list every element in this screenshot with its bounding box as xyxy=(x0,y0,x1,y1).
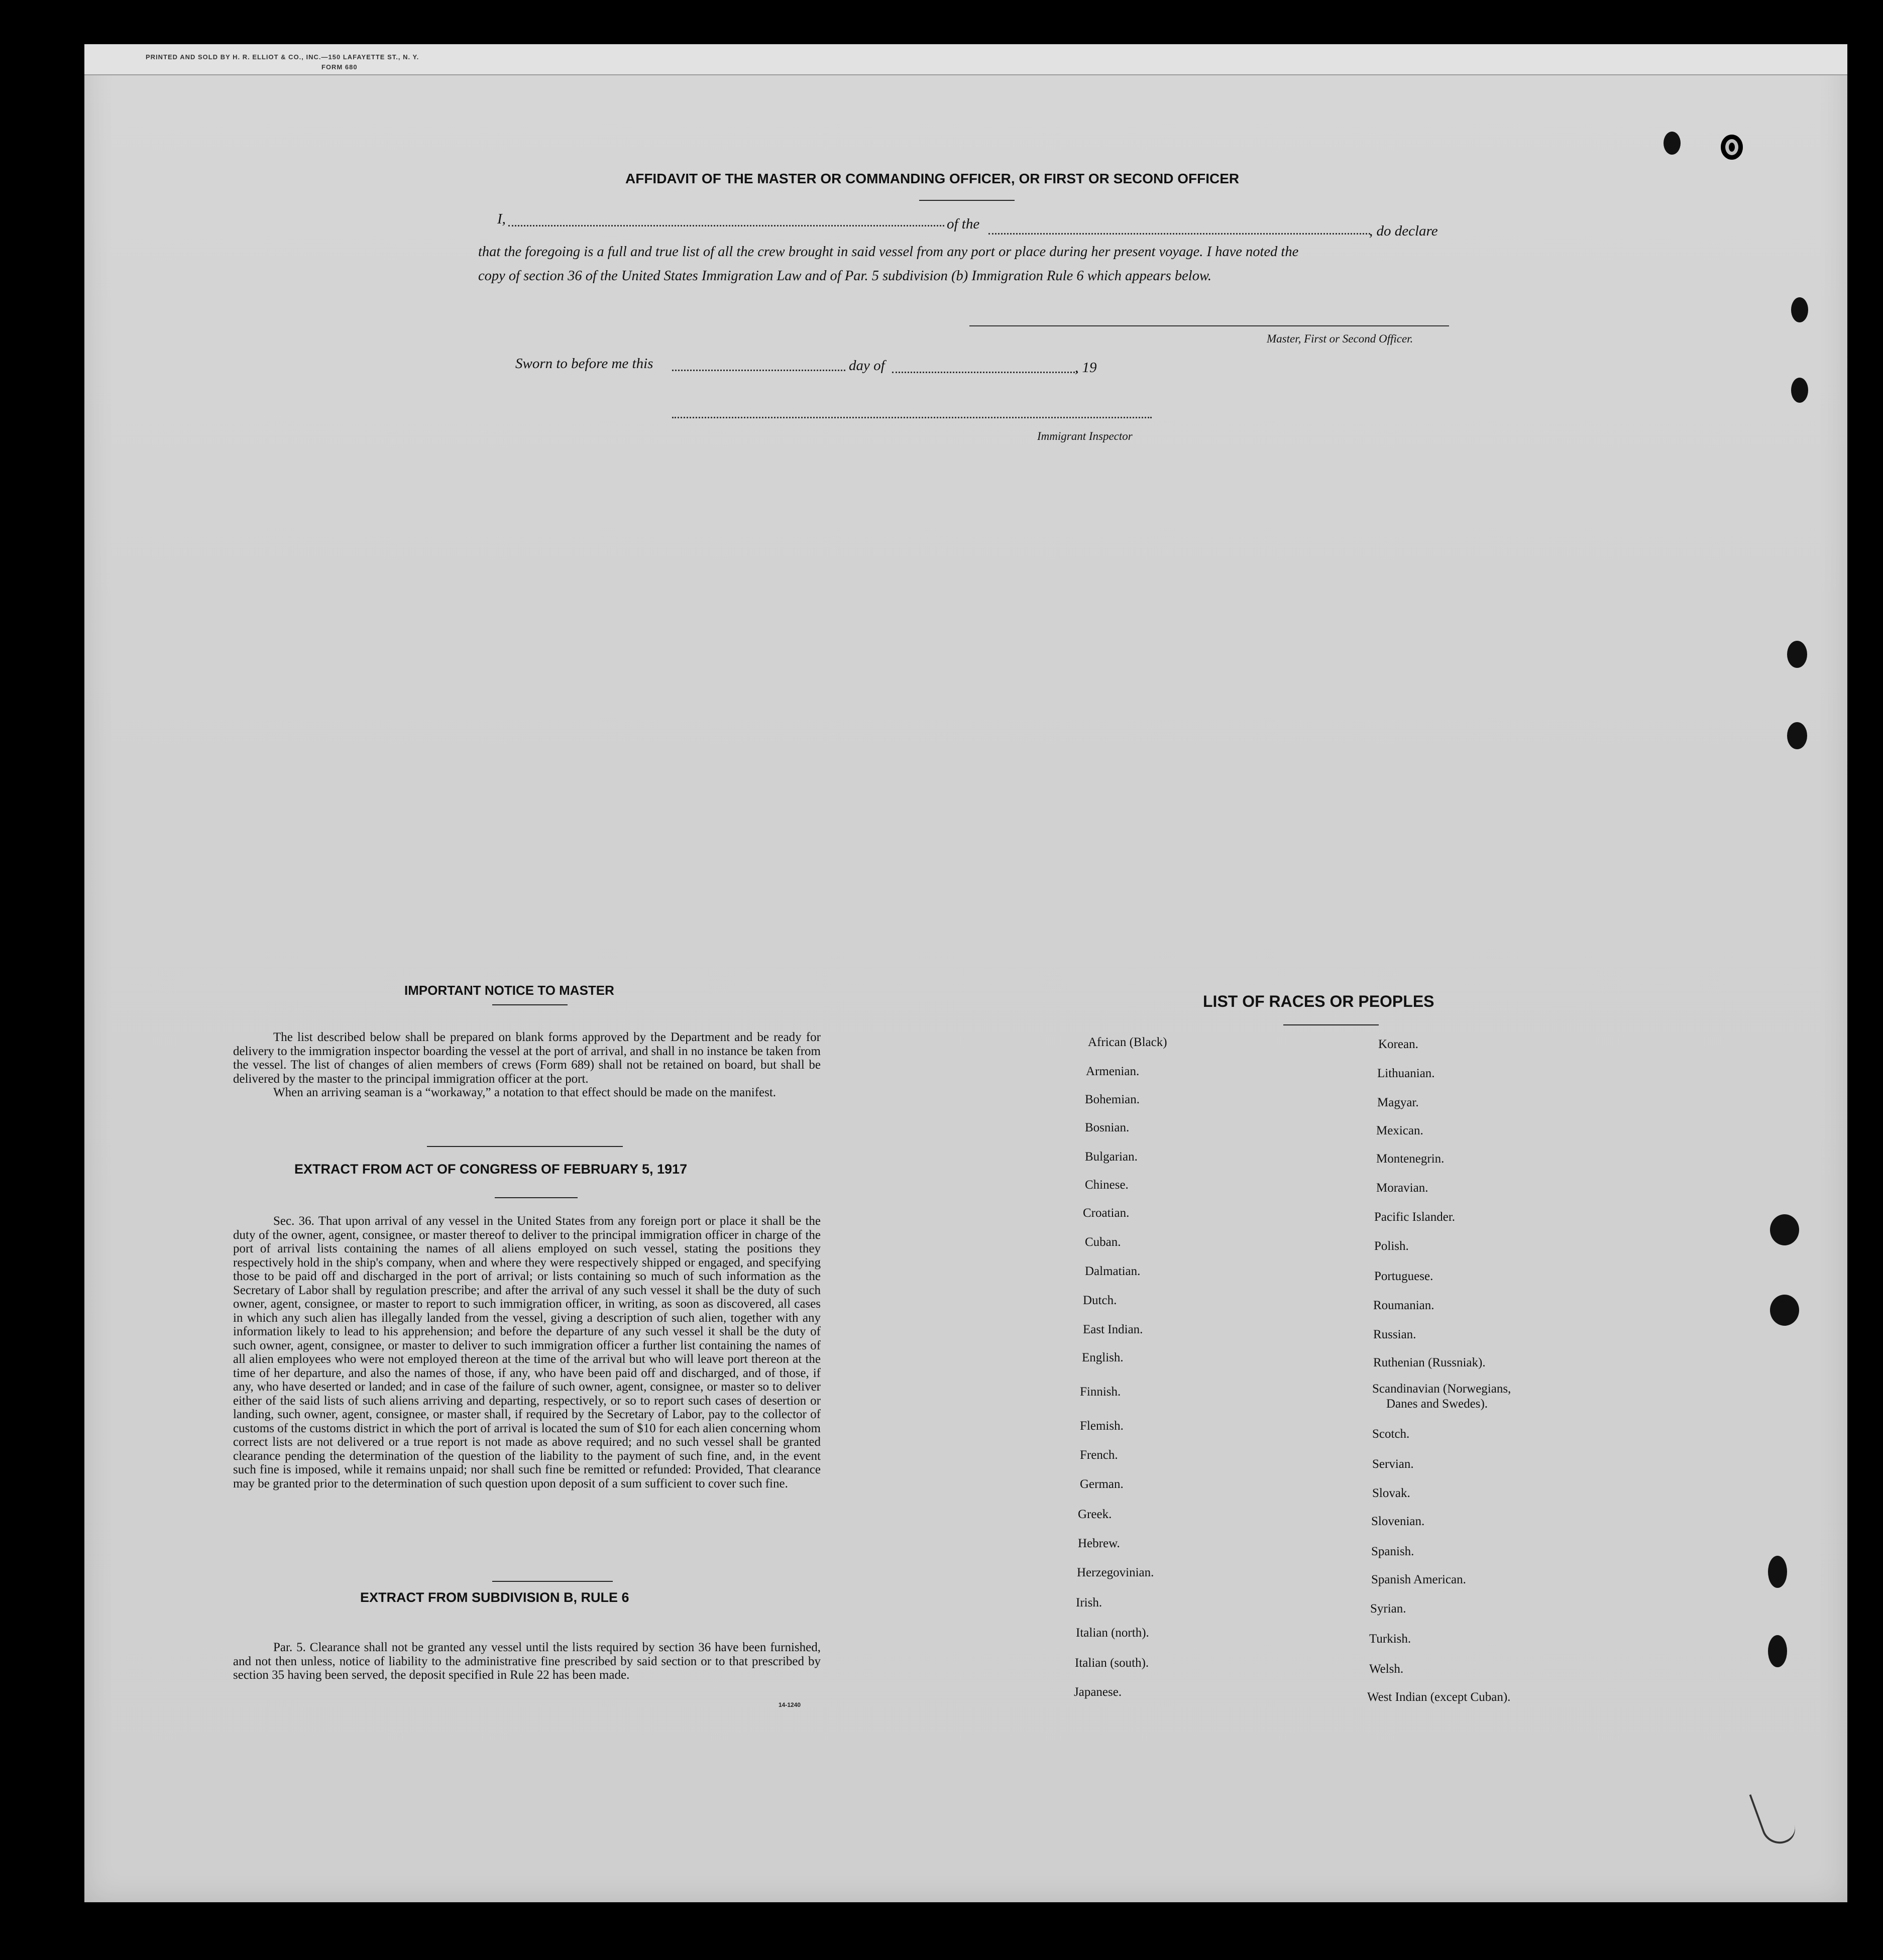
inspector-caption: Immigrant Inspector xyxy=(1037,430,1133,442)
race-entry: French. xyxy=(1080,1448,1118,1462)
punch-hole xyxy=(1791,378,1808,403)
month-blank xyxy=(892,372,1078,373)
race-entry: Spanish. xyxy=(1371,1545,1414,1558)
race-entry: Japanese. xyxy=(1074,1685,1122,1699)
race-entry: Italian (south). xyxy=(1075,1656,1149,1670)
form-number: FORM 680 xyxy=(321,63,358,71)
officer-caption: Master, First or Second Officer. xyxy=(1267,332,1413,345)
race-entry: English. xyxy=(1082,1351,1124,1364)
race-entry: Spanish American. xyxy=(1371,1573,1466,1586)
race-entry: Ruthenian (Russniak). xyxy=(1373,1356,1486,1369)
race-entry: Korean. xyxy=(1378,1037,1418,1051)
printer-imprint xyxy=(146,52,419,72)
race-entry: Finnish. xyxy=(1080,1385,1121,1399)
race-entry: Mexican. xyxy=(1376,1124,1423,1137)
race-entry: Magyar. xyxy=(1377,1096,1419,1109)
race-entry: Pacific Islander. xyxy=(1374,1210,1456,1224)
section-divider xyxy=(427,1146,623,1147)
race-entry: Roumanian. xyxy=(1373,1299,1434,1312)
race-entry: Lithuanian. xyxy=(1377,1067,1435,1080)
notice-paragraph-2: When an arriving seaman is a “workaway,” a notation to that effect should be made on the manifest. xyxy=(273,1086,777,1099)
act-text xyxy=(233,1214,821,1490)
race-entry: Servian. xyxy=(1372,1457,1414,1471)
race-entry: Dutch. xyxy=(1083,1294,1117,1307)
race-entry: Turkish. xyxy=(1369,1632,1411,1646)
form-code: 14-1240 xyxy=(779,1701,801,1708)
notice-title: IMPORTANT NOTICE TO MASTER xyxy=(404,983,614,998)
name-blank xyxy=(508,225,944,226)
race-entry: Bohemian. xyxy=(1085,1093,1140,1106)
affidavit-line-2: that the foregoing is a full and true list of all the crew brought in said vessel from any port or place during her present voyage. I have noted the xyxy=(478,244,1299,260)
race-entry: Moravian. xyxy=(1376,1181,1428,1195)
day-of-label: day of xyxy=(849,358,885,374)
punch-hole xyxy=(1664,132,1681,155)
race-entry: Welsh. xyxy=(1369,1662,1404,1676)
sworn-day-blank xyxy=(672,370,845,371)
race-entry: Scotch. xyxy=(1372,1427,1410,1441)
race-entry: Bulgarian. xyxy=(1085,1150,1138,1164)
race-entry: Dalmatian. xyxy=(1085,1264,1141,1278)
notice-rule xyxy=(492,1004,568,1005)
race-entry: Irish. xyxy=(1076,1596,1102,1609)
inspector-signature-line xyxy=(672,417,1152,418)
race-entry: Polish. xyxy=(1374,1239,1409,1253)
race-entry: Danes and Swedes). xyxy=(1386,1397,1488,1411)
race-entry: Syrian. xyxy=(1370,1602,1406,1616)
race-entry: Chinese. xyxy=(1085,1178,1129,1192)
affidavit-title: AFFIDAVIT OF THE MASTER OR COMMANDING OFFICER, OR FIRST OR SECOND OFFICER xyxy=(625,171,1240,186)
punch-hole xyxy=(1770,1295,1799,1326)
race-entry: African (Black) xyxy=(1088,1035,1167,1049)
race-entry: Hebrew. xyxy=(1078,1537,1120,1550)
punch-hole xyxy=(1787,722,1807,749)
race-entry: Portuguese. xyxy=(1374,1270,1433,1283)
race-entry: Herzegovinian. xyxy=(1077,1566,1154,1579)
race-entry: East Indian. xyxy=(1083,1323,1143,1336)
act-section-36: Sec. 36. That upon arrival of any vessel in the United States from any foreign port or place it shall be the duty of the owner, agent, consignee, or master thereof to deliver to the principal immigration officer in charge of the port of arrival lists containing the names of all aliens employed on such vessel, stating the positions they respectively hold in the ship's company, when and where they were respectively shipped or engaged, and specifying those to be paid off and discharged in the port of arrival; or lists containing so much of such information as the Secretary of Labor shall by regulation prescribe; and after the arrival of any such vessel it shall be the duty of such owner, agent, consignee, or master to report to such immigration officer, in writing, as soon as discovered, all cases in which any such alien has illegally landed from the vessel, giving a description of such alien, together with any information likely to lead to his apprehension; and before the departure of any such vessel it shall be the duty of such owner, agent, consignee, or master to deliver to such immigration officer a further list containing the names of all alien employees who were not employed thereon at the time of the arrival but who will leave port thereon at the time of her departure, and also the names of those, if any, who have been paid off and discharged, and of those, if any, who have deserted or landed; and in case of the failure of such owner, agent, consignee, or master so to deliver either of the said lists of such aliens arriving and departing, respectively, or so to report such cases of desertion or landing, such owner, agent, consignee, or master shall, if required by the Secretary of Labor, pay to the collector of customs of the customs district in which the port of arrival is located the sum of $10 for each alien concerning whom correct lists are not delivered or a true report is not made as above required; and no such vessel shall be granted clearance pending the determination of the question of the liability to the payment of such fine, and, in the event such fine is imposed, while it remains unpaid; nor shall such fine be remitted or refunded: Provided, That clearance may be granted prior to the determination of such question upon deposit of a sum sufficient to cover such fine. xyxy=(233,1214,821,1490)
race-entry: Slovenian. xyxy=(1371,1515,1425,1528)
punch-hole xyxy=(1770,1214,1799,1245)
race-entry: Scandinavian (Norwegians, xyxy=(1372,1382,1511,1396)
affidavit-i: I, xyxy=(497,211,506,227)
races-rule xyxy=(1283,1024,1379,1025)
printer-line: PRINTED AND SOLD BY H. R. ELLIOT & CO., INC.—150 LAFAYETTE ST., N. Y. xyxy=(146,53,419,61)
rule-text xyxy=(233,1641,821,1682)
title-rule xyxy=(919,200,1015,201)
race-entry: Russian. xyxy=(1373,1328,1416,1341)
notice-paragraph-1: The list described below shall be prepared on blank forms approved by the Department and be ready for delivery to the immigration inspector boarding the vessel at the port of arrival, and shall in no instance be taken from the vessel. The list of changes of alien members of crews (Form 689) shall not be retained on board, but shall be delivered by the master to the principal immigration officer at the port. xyxy=(233,1030,821,1086)
sworn-label: Sworn to before me this xyxy=(515,356,653,372)
race-entry: West Indian (except Cuban). xyxy=(1367,1690,1511,1704)
year-label: , 19 xyxy=(1075,360,1097,376)
officer-signature-line xyxy=(969,325,1449,326)
race-entry: Italian (north). xyxy=(1076,1626,1149,1640)
race-entry: Flemish. xyxy=(1080,1419,1124,1433)
punch-hole xyxy=(1721,135,1743,160)
notice-text xyxy=(233,1030,821,1100)
race-entry: Croatian. xyxy=(1083,1206,1130,1220)
races-title: LIST OF RACES OR PEOPLES xyxy=(1203,992,1434,1010)
race-entry: Montenegrin. xyxy=(1376,1152,1445,1166)
race-entry: Bosnian. xyxy=(1085,1121,1130,1134)
punch-hole xyxy=(1768,1556,1787,1588)
race-entry: Cuban. xyxy=(1085,1235,1121,1249)
race-entry: German. xyxy=(1080,1477,1124,1491)
act-title: EXTRACT FROM ACT OF CONGRESS OF FEBRUARY 5, 1917 xyxy=(294,1162,688,1177)
section-divider-2 xyxy=(492,1581,613,1582)
vessel-blank xyxy=(988,233,1370,235)
punch-hole xyxy=(1787,641,1807,668)
affidavit-of-the: of the xyxy=(947,216,980,232)
affidavit-line-3: copy of section 36 of the United States Immigration Law and of Par. 5 subdivision (b) Immigration Rule 6 which appears below. xyxy=(478,268,1211,284)
punch-hole xyxy=(1768,1635,1787,1667)
form-page xyxy=(84,44,1847,1902)
affidavit-do-declare: , do declare xyxy=(1369,223,1438,239)
race-entry: Greek. xyxy=(1078,1508,1112,1521)
rule-title: EXTRACT FROM SUBDIVISION B, RULE 6 xyxy=(360,1590,629,1605)
race-entry: Armenian. xyxy=(1086,1065,1140,1078)
act-rule xyxy=(495,1197,578,1198)
race-entry: Slovak. xyxy=(1372,1486,1410,1500)
punch-hole xyxy=(1791,297,1808,322)
rule-paragraph-5: Par. 5. Clearance shall not be granted any vessel until the lists required by section 36 have been furnished, and not then unless, notice of liability to the administrative fine prescribed by said section or to that prescribed by section 35 having been served, the deposit specified in Rule 22 has been made. xyxy=(233,1641,821,1682)
